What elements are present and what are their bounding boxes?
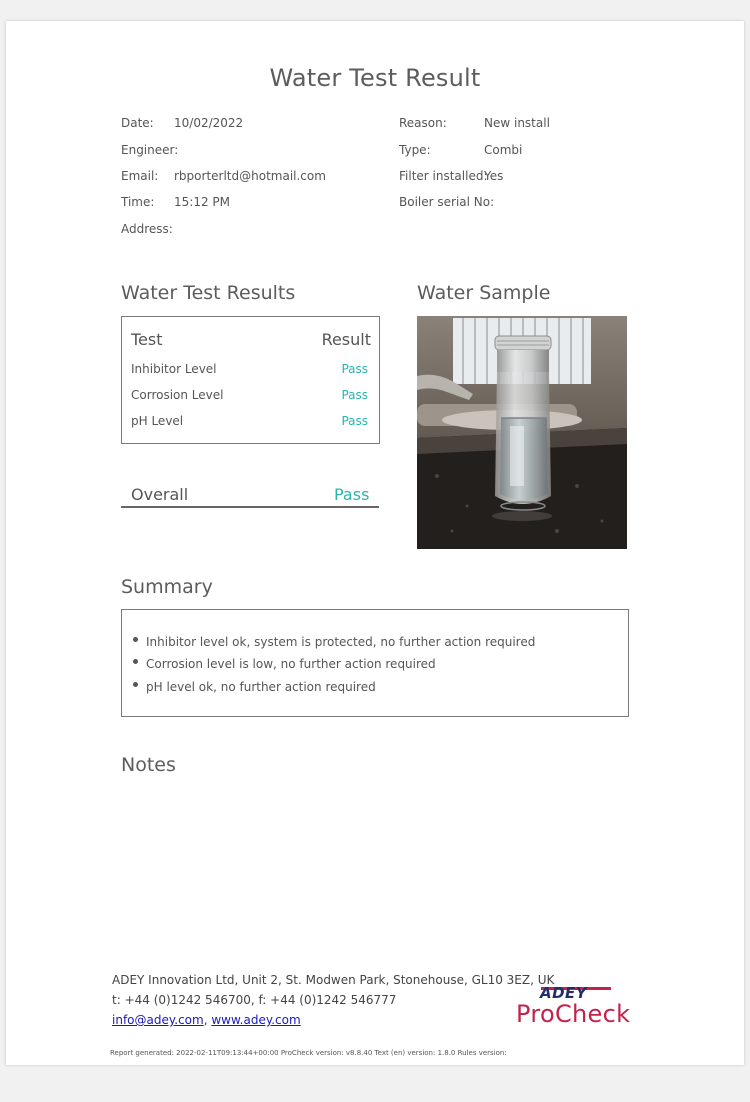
- website-link[interactable]: www.adey.com: [211, 1013, 301, 1027]
- company-links: [112, 1013, 301, 1027]
- bullet-icon: [133, 659, 138, 664]
- overall-label: Overall: [131, 485, 189, 504]
- time-label: Time:: [121, 195, 155, 209]
- address-label: Address:: [121, 222, 173, 236]
- overall-value: Pass: [334, 485, 370, 504]
- filter-value: Yes: [484, 169, 504, 183]
- company-address: ADEY Innovation Ltd, Unit 2, St. Modwen Park, Stonehouse, GL10 3EZ, UK: [112, 973, 555, 987]
- adey-logo: ADEY: [540, 984, 588, 1002]
- reason-label: Reason:: [399, 116, 447, 130]
- report-generated-text: Report generated: 2022-02-11T09:13:44+00:00 ProCheck version: v8.8.40 Text (en) version: 1.8.0 Rules version:: [110, 1049, 507, 1057]
- table-row-result: Pass: [341, 414, 368, 428]
- table-row-result: Pass: [341, 362, 368, 376]
- email-value: rbporterltd@hotmail.com: [174, 169, 326, 183]
- reason-value: New install: [484, 116, 550, 130]
- email-link[interactable]: info@adey.com: [112, 1013, 204, 1027]
- email-label: Email:: [121, 169, 159, 183]
- sample-heading: Water Sample: [417, 282, 551, 304]
- company-phone: t: +44 (0)1242 546700, f: +44 (0)1242 546777: [112, 993, 397, 1007]
- type-value: Combi: [484, 143, 523, 157]
- table-row-label: Corrosion Level: [131, 388, 224, 402]
- list-item: pH level ok, no further action required: [146, 680, 376, 694]
- water-sample-photo: [417, 316, 627, 549]
- link-separator: ,: [203, 1013, 212, 1027]
- page-title: Water Test Result: [269, 64, 481, 92]
- table-row-result: Pass: [341, 388, 368, 402]
- engineer-label: Engineer:: [121, 143, 179, 157]
- overall-divider: [121, 506, 379, 508]
- summary-heading: Summary: [121, 576, 213, 598]
- table-row-label: Inhibitor Level: [131, 362, 217, 376]
- time-value: 15:12 PM: [174, 195, 230, 209]
- list-item: Corrosion level is low, no further action required: [146, 657, 436, 671]
- col-result-header: Result: [321, 330, 371, 349]
- col-test-header: Test: [131, 330, 163, 349]
- boiler-serial-label: Boiler serial No:: [399, 195, 495, 209]
- report-page: [6, 21, 744, 1065]
- bullet-icon: [133, 682, 138, 687]
- type-label: Type:: [399, 143, 431, 157]
- filter-label: Filter installed:: [399, 169, 488, 183]
- notes-heading: Notes: [121, 754, 176, 776]
- water-sample-image: [417, 316, 627, 549]
- list-item: Inhibitor level ok, system is protected, no further action required: [146, 635, 536, 649]
- results-table: [121, 316, 380, 444]
- bullet-icon: [133, 637, 138, 642]
- summary-box: [121, 609, 629, 717]
- date-label: Date:: [121, 116, 154, 130]
- procheck-logo: ProCheck: [516, 1000, 631, 1028]
- table-row-label: pH Level: [131, 414, 184, 428]
- date-value: 10/02/2022: [174, 116, 244, 130]
- results-heading: Water Test Results: [121, 282, 296, 304]
